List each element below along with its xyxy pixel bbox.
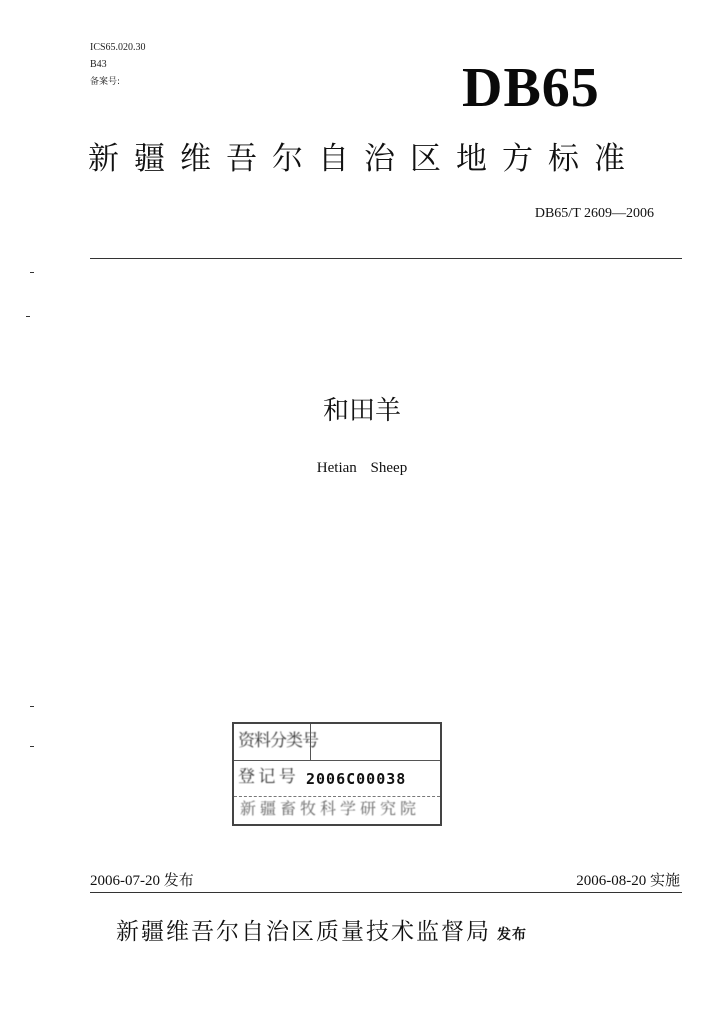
record-number-label: 备案号: [90,77,121,87]
document-title-en: Hetian Sheep [316,460,408,476]
standard-code: DB65/T 2609—2006 [534,206,654,221]
issuer-suffix: 发布 [497,927,527,943]
scan-mark [30,272,34,273]
stamp-divider [310,724,311,760]
publish-date: 2006-07-20 发布 [90,873,194,889]
issuing-authority [116,918,527,949]
implement-date: 2006-08-20 实施 [576,873,680,889]
bottom-divider [90,892,682,893]
ccs-code: B43 [90,59,107,70]
issuer-name: 新疆维吾尔自治区质量技术监督局 [116,919,491,945]
top-divider [90,258,682,259]
stamp-row-organization [234,796,440,824]
document-title-zh: 和田羊 [322,396,401,426]
scan-mark [30,746,34,747]
db-standard-logo: DB65 [462,57,600,119]
stamp-registration-label: 登 记 号 [238,767,295,787]
scan-mark [26,316,30,317]
stamp-organization: 新疆畜牧科学研究院 [240,799,421,818]
stamp-registration-number: 2006C00038 [306,770,407,788]
standard-type-heading: 新疆维吾尔自治区地方标准 [88,141,640,177]
registration-stamp [232,722,442,826]
ics-code: ICS65.020.30 [90,42,146,53]
stamp-row-registration [234,760,440,797]
scan-mark [30,706,34,707]
stamp-row-classification [234,724,440,761]
stamp-classification-label: 资料分类号 [238,731,318,751]
